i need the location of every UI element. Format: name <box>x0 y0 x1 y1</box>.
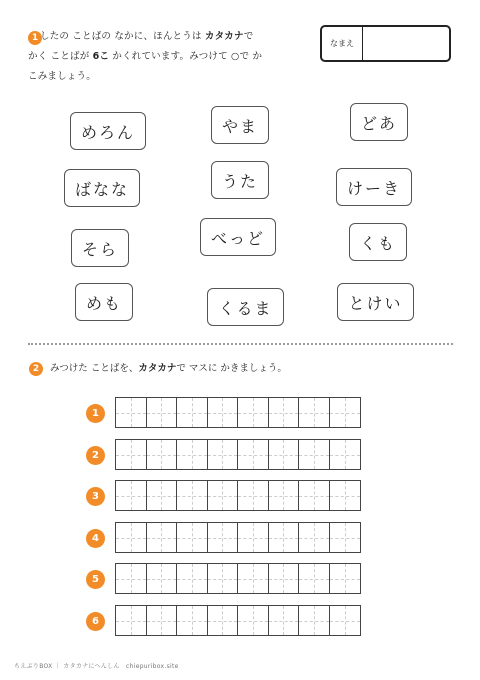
grid-cell[interactable] <box>238 440 269 469</box>
grid-cell[interactable] <box>269 564 300 593</box>
grid-cell[interactable] <box>147 564 178 593</box>
grid-cell[interactable] <box>116 564 147 593</box>
grid-cell[interactable] <box>208 440 239 469</box>
question-1-text-line-1 <box>40 30 253 44</box>
question-1-number: 1 <box>28 31 42 45</box>
answer-grid[interactable] <box>115 563 361 594</box>
q1-text: したの ことばの なかに、ほんとうは <box>40 31 205 42</box>
grid-cell[interactable] <box>208 398 239 427</box>
q2-bold-katakana: カタカナ <box>138 363 177 374</box>
grid-cell[interactable] <box>238 481 269 510</box>
question-2-text <box>50 360 287 374</box>
word-card[interactable]: めろん <box>70 112 146 150</box>
row-number: 2 <box>86 446 105 465</box>
grid-cell[interactable] <box>299 481 330 510</box>
q1-text: かくれています。みつけて ○で か <box>109 51 263 62</box>
grid-cell[interactable] <box>269 606 300 635</box>
grid-cell[interactable] <box>177 564 208 593</box>
answer-grid[interactable] <box>115 439 361 470</box>
word-card[interactable]: めも <box>75 283 133 321</box>
grid-cell[interactable] <box>269 398 300 427</box>
grid-cell[interactable] <box>147 440 178 469</box>
grid-cell[interactable] <box>330 606 361 635</box>
row-number: 6 <box>86 612 105 631</box>
name-box <box>320 25 451 62</box>
word-card[interactable]: べっど <box>200 218 276 256</box>
grid-cell[interactable] <box>116 481 147 510</box>
grid-cell[interactable] <box>177 481 208 510</box>
word-card[interactable]: やま <box>211 106 269 144</box>
grid-cell[interactable] <box>147 606 178 635</box>
grid-cell[interactable] <box>177 523 208 552</box>
grid-cell[interactable] <box>177 440 208 469</box>
grid-cell[interactable] <box>330 440 361 469</box>
grid-cell[interactable] <box>147 523 178 552</box>
grid-cell[interactable] <box>116 440 147 469</box>
grid-cell[interactable] <box>238 564 269 593</box>
grid-cell[interactable] <box>269 523 300 552</box>
grid-cell[interactable] <box>116 606 147 635</box>
grid-cell[interactable] <box>299 606 330 635</box>
grid-cell[interactable] <box>330 523 361 552</box>
word-card[interactable]: ばなな <box>64 169 140 207</box>
footer-credit: ちえぶりBOX ｜ カタカナにへんしん chiepuribox.site <box>14 663 179 670</box>
word-card[interactable]: うた <box>211 161 269 199</box>
question-2-number: 2 <box>29 362 43 376</box>
word-card[interactable]: くるま <box>207 288 284 326</box>
row-number: 5 <box>86 570 105 589</box>
answer-grid[interactable] <box>115 397 361 428</box>
grid-cell[interactable] <box>330 481 361 510</box>
grid-cell[interactable] <box>269 481 300 510</box>
word-card[interactable]: どあ <box>350 103 408 141</box>
answer-grid[interactable] <box>115 480 361 511</box>
q1-text: で <box>243 31 254 42</box>
word-card[interactable]: とけい <box>337 283 414 321</box>
grid-cell[interactable] <box>330 398 361 427</box>
grid-cell[interactable] <box>238 398 269 427</box>
row-number: 1 <box>86 404 105 423</box>
section-divider <box>28 343 453 345</box>
q2-text: みつけた ことばを、 <box>50 363 139 374</box>
grid-cell[interactable] <box>299 564 330 593</box>
q1-bold-katakana: カタカナ <box>204 31 244 42</box>
grid-cell[interactable] <box>147 481 178 510</box>
q1-bold-count: 6こ <box>92 51 110 62</box>
q1-text: こみましょう。 <box>28 71 96 82</box>
grid-cell[interactable] <box>177 398 208 427</box>
word-card[interactable]: けーき <box>336 168 412 206</box>
q2-text: で マスに かきましょう。 <box>176 363 287 374</box>
name-label: なまえ <box>322 27 363 60</box>
question-1-text-line-3 <box>28 70 96 84</box>
grid-cell[interactable] <box>238 606 269 635</box>
row-number: 4 <box>86 529 105 548</box>
grid-cell[interactable] <box>208 564 239 593</box>
question-1-text-line-2 <box>28 50 262 64</box>
name-input-area[interactable] <box>363 27 449 60</box>
grid-cell[interactable] <box>269 440 300 469</box>
grid-cell[interactable] <box>116 523 147 552</box>
grid-cell[interactable] <box>299 523 330 552</box>
grid-cell[interactable] <box>208 523 239 552</box>
grid-cell[interactable] <box>147 398 178 427</box>
answer-grid[interactable] <box>115 605 361 636</box>
answer-grid[interactable] <box>115 522 361 553</box>
grid-cell[interactable] <box>238 523 269 552</box>
row-number: 3 <box>86 487 105 506</box>
grid-cell[interactable] <box>208 481 239 510</box>
grid-cell[interactable] <box>116 398 147 427</box>
grid-cell[interactable] <box>330 564 361 593</box>
grid-cell[interactable] <box>299 440 330 469</box>
word-card[interactable]: そら <box>71 229 129 267</box>
grid-cell[interactable] <box>177 606 208 635</box>
grid-cell[interactable] <box>299 398 330 427</box>
grid-cell[interactable] <box>208 606 239 635</box>
q1-text: かく ことばが <box>28 51 93 62</box>
word-card[interactable]: くも <box>349 223 407 261</box>
